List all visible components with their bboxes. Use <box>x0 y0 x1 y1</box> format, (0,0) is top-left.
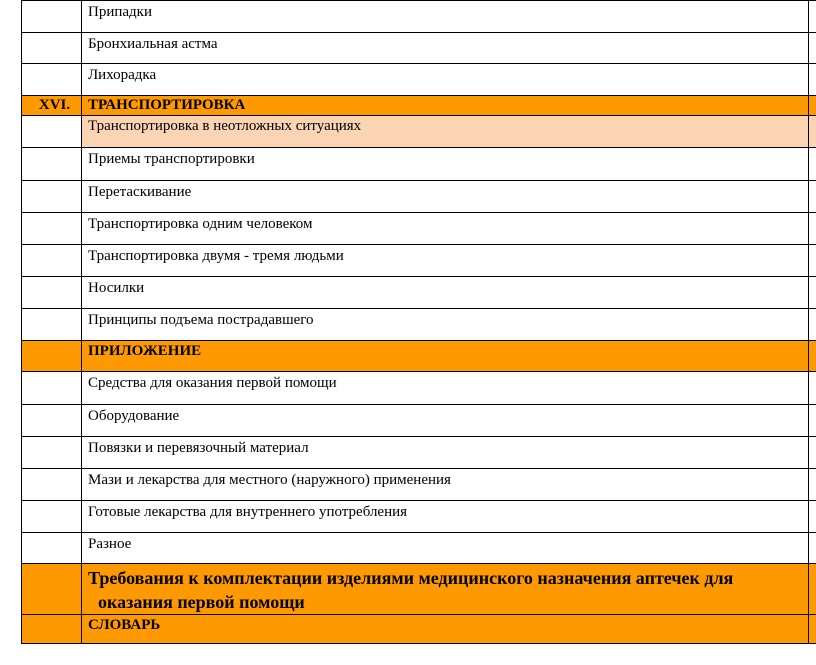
row-page-cell <box>809 341 816 372</box>
row-number <box>22 1 82 33</box>
row-page-cell <box>809 405 816 437</box>
row-page-cell <box>809 277 816 309</box>
row-number <box>22 469 82 501</box>
row-number <box>22 309 82 341</box>
section-header-row <box>22 615 816 644</box>
subsection-title: Транспортировка в неотложных ситуациях <box>82 116 809 148</box>
row-number <box>22 501 82 533</box>
row-page-cell <box>809 564 816 615</box>
row-page-cell <box>809 372 816 405</box>
row-title: Приемы транспортировки <box>82 148 809 181</box>
row-number <box>22 33 82 64</box>
section-title-line: оказания первой помощи <box>98 592 305 612</box>
row-number <box>22 213 82 245</box>
row-title: Перетаскивание <box>82 181 809 213</box>
row-title: Мази и лекарства для местного (наружного) применения <box>82 469 809 501</box>
table-row <box>22 33 816 64</box>
section-number <box>22 341 82 372</box>
section-number <box>22 615 82 644</box>
row-page-cell <box>809 33 816 64</box>
row-title: Средства для оказания первой помощи <box>82 372 809 405</box>
row-page-cell <box>809 309 816 341</box>
row-number <box>22 116 82 148</box>
section-number <box>22 564 82 615</box>
table-row <box>22 1 816 33</box>
row-page-cell <box>809 245 816 277</box>
row-page-cell <box>809 116 816 148</box>
row-number <box>22 437 82 469</box>
row-number <box>22 533 82 564</box>
contents-table <box>21 0 816 644</box>
table-row <box>22 148 816 181</box>
section-title-line: Требования к комплектации изделиями медицинского назначения аптечек для <box>88 568 734 588</box>
row-title: Оборудование <box>82 405 809 437</box>
row-title: Бронхиальная астма <box>82 33 809 64</box>
row-page-cell <box>809 148 816 181</box>
row-page-cell <box>809 469 816 501</box>
row-page-cell <box>809 181 816 213</box>
row-number <box>22 277 82 309</box>
section-header-row <box>22 564 816 615</box>
row-page-cell <box>809 96 816 116</box>
subsection-row <box>22 116 816 148</box>
section-title: СЛОВАРЬ <box>82 615 809 644</box>
row-number <box>22 245 82 277</box>
table-row <box>22 245 816 277</box>
table-row <box>22 181 816 213</box>
row-title: Разное <box>82 533 809 564</box>
row-page-cell <box>809 533 816 564</box>
table-row <box>22 309 816 341</box>
table-row <box>22 501 816 533</box>
row-page-cell <box>809 615 816 644</box>
row-page-cell <box>809 213 816 245</box>
section-number: XVI. <box>22 96 82 116</box>
row-title: Транспортировка двумя - тремя людьми <box>82 245 809 277</box>
row-title: Принципы подъема пострадавшего <box>82 309 809 341</box>
row-number <box>22 148 82 181</box>
row-title: Транспортировка одним человеком <box>82 213 809 245</box>
section-title <box>82 564 809 615</box>
row-page-cell <box>809 501 816 533</box>
row-title: Носилки <box>82 277 809 309</box>
row-page-cell <box>809 1 816 33</box>
table-row <box>22 437 816 469</box>
table-row <box>22 533 816 564</box>
row-page-cell <box>809 64 816 96</box>
section-header-row <box>22 341 816 372</box>
table-row <box>22 469 816 501</box>
table-row <box>22 64 816 96</box>
table-row <box>22 213 816 245</box>
row-title: Повязки и перевязочный материал <box>82 437 809 469</box>
row-title: Готовые лекарства для внутреннего употребления <box>82 501 809 533</box>
row-number <box>22 372 82 405</box>
section-title: ТРАНСПОРТИРОВКА <box>82 96 809 116</box>
table-row <box>22 277 816 309</box>
row-page-cell <box>809 437 816 469</box>
table-row <box>22 405 816 437</box>
row-title: Лихорадка <box>82 64 809 96</box>
section-header-row <box>22 96 816 116</box>
table-row <box>22 372 816 405</box>
row-title: Припадки <box>82 1 809 33</box>
row-number <box>22 64 82 96</box>
section-title: ПРИЛОЖЕНИЕ <box>82 341 809 372</box>
row-number <box>22 405 82 437</box>
row-number <box>22 181 82 213</box>
